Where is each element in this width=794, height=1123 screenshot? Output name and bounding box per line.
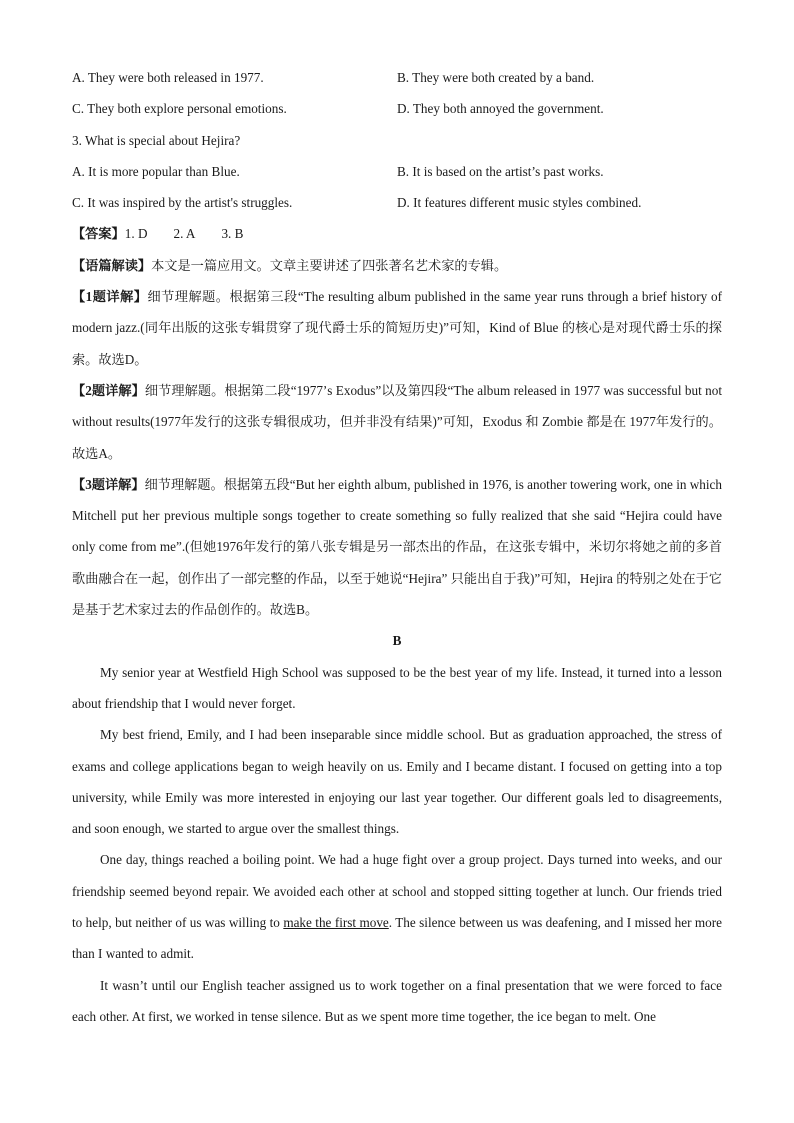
detail-1-text: 细节理解题。根据第三段“The resulting album published in the same year runs through a brief history of modern jazz.(同年出版的这张专辑贯穿了现代爵士乐的简短历史)”可知，Kind of Blue 的核心是对现代爵士乐的探索。故选D。 bbox=[72, 289, 722, 367]
answer-1: 1. D bbox=[124, 226, 148, 242]
analysis-paragraph bbox=[72, 250, 722, 281]
q3-options-row-2 bbox=[72, 187, 722, 218]
analysis-text: 本文是一篇应用文。文章主要讲述了四张著名艺术家的专辑。 bbox=[151, 257, 508, 273]
detail-3-text: 细节理解题。根据第五段“But her eighth album, published in 1976, is another towering work, one in which Mitchell put her previous multiple songs together to create something so fully realized that she said “Hejira could have only come from me”.(但她1976年发行的第八张专辑是另一部杰出的作品，在这张专辑中，米切尔将她之前的多首歌曲融合在一起，创作出了一部完整的作品，以至于她说“Hejira” 只能出自于我)”可知，Hejira 的特别之处在于它是基于艺术家过去的作品创作的。故选B。 bbox=[72, 476, 722, 618]
underlined-phrase: make the first move bbox=[283, 915, 389, 931]
answer-3: 3. B bbox=[221, 226, 244, 242]
passage-paragraph-4: It wasn’t until our English teacher assigned us to work together on a final presentation that we were forced to face each other. At first, we worked in tense silence. But as we spent more time together, the ice began to melt. One bbox=[72, 977, 722, 1024]
q3-option-c: C. It was inspired by the artist's struggles. bbox=[72, 195, 293, 211]
detail-3-label: 【3题详解】 bbox=[72, 476, 145, 492]
q2-option-d: D. They both annoyed the government. bbox=[397, 101, 604, 117]
detail-2-paragraph bbox=[72, 375, 722, 469]
q2-option-a: A. They were both released in 1977. bbox=[72, 70, 264, 85]
passage-paragraph-2: My best friend, Emily, and I had been inseparable since middle school. But as graduation approached, the stress of exams and college applications began to weigh heavily on us. Emily and I became distant. I focused on getting into a top university, while Emily was more interested in enjoying our last year together. Our different goals led to disagreements, and soon enough, we started to argue over the smallest things. bbox=[72, 727, 722, 837]
document-page bbox=[72, 62, 722, 1032]
passage-paragraph-1: My senior year at Westfield High School was supposed to be the best year of my life. Instead, it turned into a lesson about friendship that I would never forget. bbox=[72, 664, 722, 711]
detail-2-text: 细节理解题。根据第二段“1977’s Exodus”以及第四段“The album released in 1977 was successful but not without results(1977年发行的这张专辑很成功，但并非没有结果)”可知，Exodus 和 Zombie 都是在 1977年发行的。故选A。 bbox=[72, 382, 722, 461]
passage-paragraph-3-part-2: . The silence between us was deafening, and I missed her more than I wanted to admit. bbox=[72, 915, 722, 962]
passage-paragraph-3 bbox=[72, 844, 722, 969]
section-b-heading: B bbox=[392, 633, 402, 649]
q3-options-row-1 bbox=[72, 156, 722, 187]
detail-3-paragraph bbox=[72, 469, 722, 625]
passage-paragraph-3-part-1: One day, things reached a boiling point. We had a huge fight over a group project. Days turned into weeks, and our friendship seemed beyond repair. We avoided each other at school and stopped sitting together at lunch. Our friends tried to help, but neither of us was willing to bbox=[72, 852, 722, 931]
answer-line bbox=[72, 218, 722, 249]
detail-1-label: 【1题详解】 bbox=[72, 289, 148, 305]
q2-options-row-2 bbox=[72, 93, 722, 124]
q2-options-row-1 bbox=[72, 62, 722, 93]
answer-2: 2. A bbox=[173, 226, 196, 242]
answer-label: 【答案】 bbox=[72, 226, 125, 242]
q3-option-b: B. It is based on the artist’s past works. bbox=[397, 163, 604, 179]
detail-1-paragraph bbox=[72, 281, 722, 375]
q3-option-d: D. It features different music styles combined. bbox=[397, 195, 642, 211]
analysis-label: 【语篇解读】 bbox=[72, 257, 152, 273]
q2-option-b: B. They were both created by a band. bbox=[397, 70, 595, 85]
q2-option-c: C. They both explore personal emotions. bbox=[72, 101, 287, 117]
detail-2-label: 【2题详解】 bbox=[72, 382, 145, 398]
q3-option-a: A. It is more popular than Blue. bbox=[72, 163, 240, 179]
q3-stem: 3. What is special about Hejira? bbox=[72, 132, 241, 148]
